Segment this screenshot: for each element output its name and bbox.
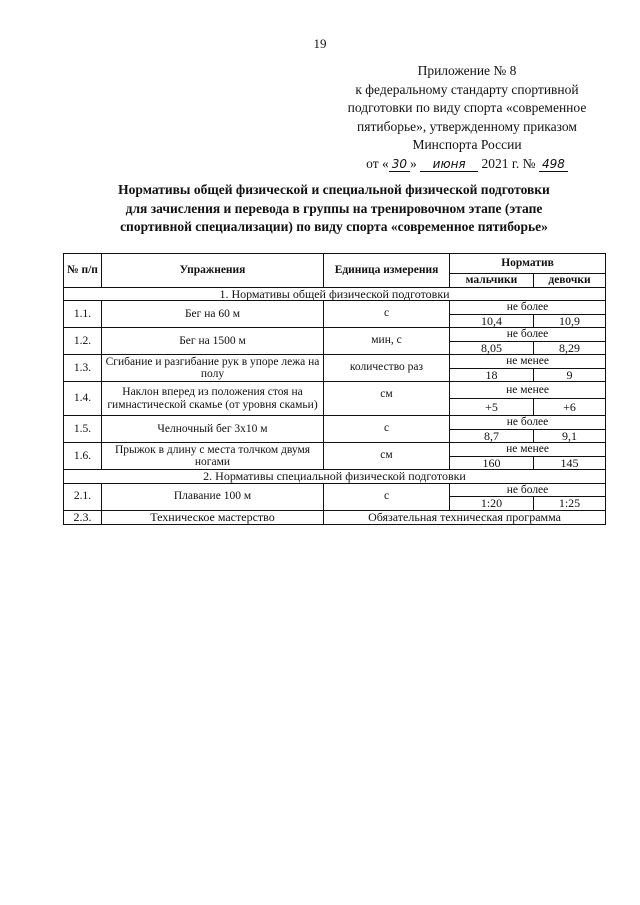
row-girls-value: 9,1: [534, 429, 606, 443]
row-unit: см: [324, 382, 450, 416]
row-condition: не более: [450, 328, 606, 342]
annex-line: пятиборье», утвержденному приказом: [357, 118, 577, 134]
annex-date: от « 30 » июня 2021 г. № 498: [322, 155, 612, 174]
row-girls-value: +6: [534, 399, 606, 416]
row-num: 1.5.: [64, 416, 102, 443]
row-condition: не менее: [450, 382, 606, 399]
row-unit: с: [324, 483, 450, 510]
row-unit: мин, с: [324, 328, 450, 355]
row-boys-value: 8,7: [450, 429, 534, 443]
row-boys-value: 1:20: [450, 497, 534, 511]
row-boys-value: 160: [450, 456, 534, 470]
row-unit: с: [324, 301, 450, 328]
header-exercise: Упражнения: [102, 254, 324, 288]
row-num: 1.2.: [64, 328, 102, 355]
row-requirement: Обязательная техническая программа: [324, 510, 606, 524]
row-condition: не более: [450, 301, 606, 315]
row-num: 1.6.: [64, 443, 102, 470]
annex-title: Приложение № 8: [417, 63, 517, 78]
row-condition: не менее: [450, 355, 606, 369]
row-unit: с: [324, 416, 450, 443]
row-girls-value: 8,29: [534, 341, 606, 355]
row-exercise: Бег на 60 м: [102, 301, 324, 328]
section-heading: 2. Нормативы специальной физической подготовки: [64, 470, 606, 484]
row-num: 1.4.: [64, 382, 102, 416]
handwritten-day: 30: [389, 158, 410, 172]
annex-line: к федеральному стандарту спортивной: [355, 81, 579, 97]
row-exercise: Сгибание и разгибание рук в упоре лежа на полу: [102, 355, 324, 382]
row-exercise: Прыжок в длину с места толчком двумя ногами: [102, 443, 324, 470]
section-heading: 1. Нормативы общей физической подготовки: [64, 287, 606, 301]
row-girls-value: 10,9: [534, 314, 606, 328]
row-condition: не более: [450, 483, 606, 497]
row-num: 2.3.: [64, 510, 102, 524]
row-boys-value: 18: [450, 368, 534, 382]
annex-line: подготовки по виду спорта «современное: [347, 100, 587, 115]
header-norm: Норматив: [450, 254, 606, 274]
norms-table: [63, 253, 606, 525]
header-unit: Единица измерения: [324, 254, 450, 288]
row-unit: см: [324, 443, 450, 470]
row-exercise: Техническое мастерство: [102, 510, 324, 524]
row-condition: не более: [450, 416, 606, 430]
header-girls: девочки: [534, 274, 606, 288]
row-boys-value: 10,4: [450, 314, 534, 328]
document-title: Нормативы общей физической и специальной физической подготовки для зачисления и перевода в группы на тренировочном этапе (этапе спортивной специализации) по виду спорта «современное пятиборье»: [118, 182, 550, 234]
row-girls-value: 1:25: [534, 497, 606, 511]
header-num: № п/п: [64, 254, 102, 288]
page-number: 19: [313, 36, 327, 51]
handwritten-order-number: 498: [539, 158, 568, 172]
row-exercise: Челночный бег 3x10 м: [102, 416, 324, 443]
annex-header: [322, 62, 612, 173]
header-boys: мальчики: [450, 274, 534, 288]
row-unit: количество раз: [324, 355, 450, 382]
row-num: 2.1.: [64, 483, 102, 510]
row-num: 1.1.: [64, 301, 102, 328]
row-exercise: Наклон вперед из положения стоя на гимнастической скамье (от уровня скамьи): [102, 382, 324, 416]
handwritten-month: июня: [420, 158, 478, 172]
row-boys-value: +5: [450, 399, 534, 416]
row-boys-value: 8,05: [450, 341, 534, 355]
row-condition: не менее: [450, 443, 606, 457]
row-exercise: Плавание 100 м: [102, 483, 324, 510]
row-num: 1.3.: [64, 355, 102, 382]
row-exercise: Бег на 1500 м: [102, 328, 324, 355]
row-girls-value: 9: [534, 368, 606, 382]
annex-line: Минспорта России: [412, 137, 522, 152]
row-girls-value: 145: [534, 456, 606, 470]
